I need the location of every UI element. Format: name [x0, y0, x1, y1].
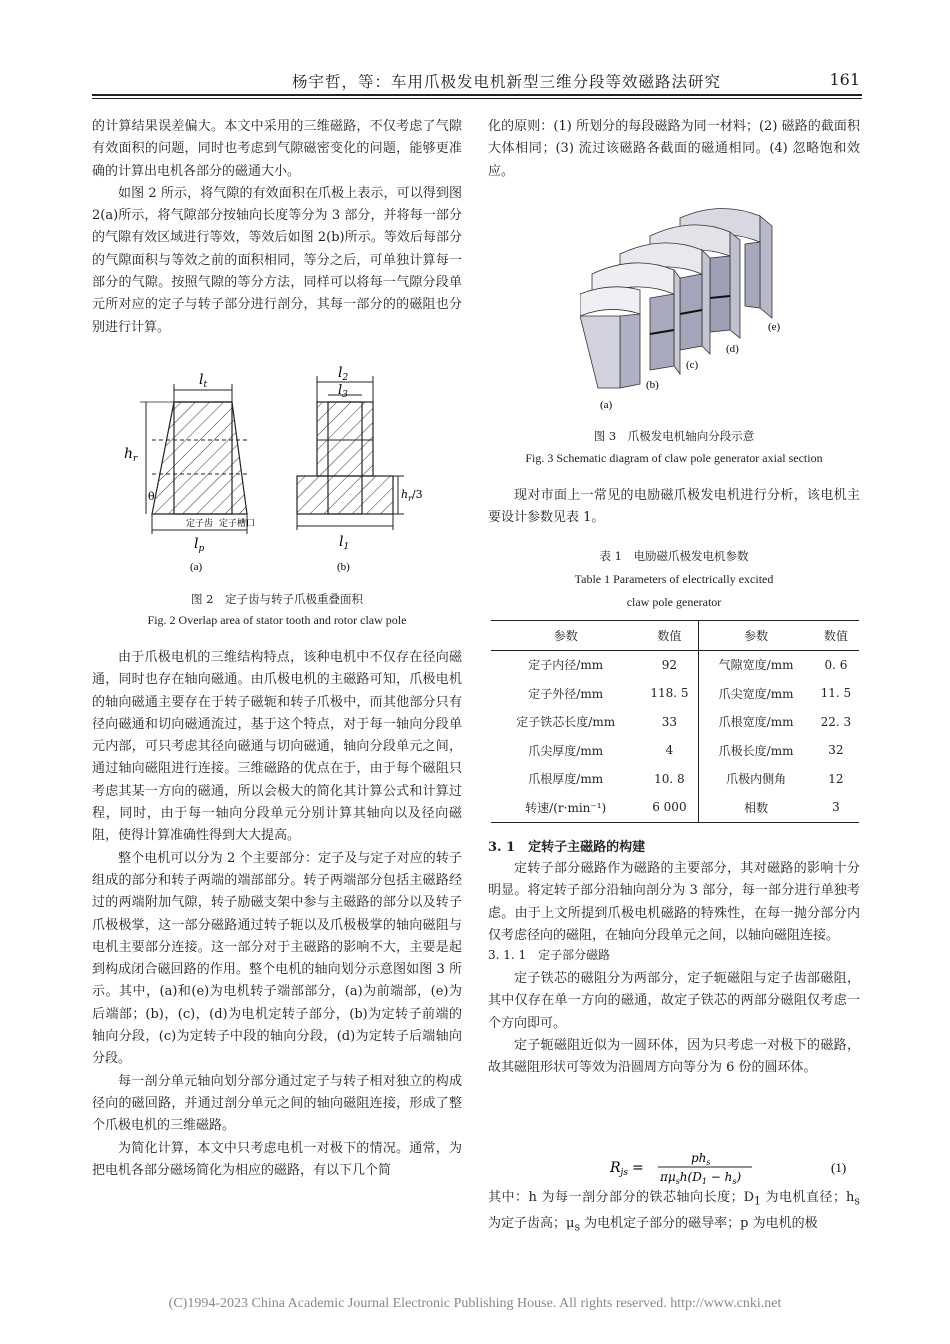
table-header-cell: 数值 [813, 621, 859, 651]
table-cell: 爪根厚度/mm [528, 772, 604, 787]
table-cell: 爪极内侧角 [726, 772, 787, 787]
section-3-1-body [488, 858, 860, 947]
figure-2a [124, 372, 255, 573]
table-header-cell: 数值 [640, 621, 698, 651]
fig3-label-e: (e) [768, 321, 781, 333]
fig3-label-a: (a) [600, 399, 613, 411]
label-l2: $l_2$ [338, 365, 349, 383]
paragraph: 整个电机可以分为 2 个主要部分：定子及与定子对应的转子组成的部分和转子两端的端部部分。转子两端部分包括主磁路经过的两端附加气隙，转子励磁支架中参与主磁路的部分以及转子爪极极掌，这一部分磁路通过转子轭以及爪极极掌的轴向磁阻与电机主要部分连接。这一部分对于主磁路的影响不大，主要是起到构成闭合磁回路的作用。整个电机的轴向划分示意图如图 3 所示。其中，(a)和(e)为电机转子端部部分，(a)为前端部，(e)为后端部；(b)，(c)，(d)为电机定转子部分，(b)为定转子前端的轴向分段，(c)为定转子中段的轴向分段，(d)为定转子后端轴向分段。 [92, 850, 462, 1067]
label-hr: $h_r$ [124, 446, 138, 464]
table-row [491, 793, 859, 822]
table-cell: 气隙宽度/mm [718, 658, 794, 673]
table-cell: 4 [640, 736, 698, 765]
figure-3-caption-cn: 图 3 爪极发电机轴向分段示意 [593, 429, 755, 443]
table-row [491, 708, 859, 737]
section-3-1-1-body [488, 968, 860, 1079]
table-cell: 爪根宽度/mm [718, 715, 794, 730]
table-cell: 爪极长度/mm [718, 743, 794, 758]
table-cell: 118. 5 [640, 679, 698, 708]
figure-3-caption-en: Fig. 3 Schematic diagram of claw pole generator axial section [525, 451, 823, 465]
right-column-intro [488, 116, 860, 183]
paragraph: 现对市面上一常见的电励磁爪极发电机进行分析，该电机主要设计参数见表 1。 [488, 488, 860, 526]
paragraph: 每一剖分单元轴向划分部分通过定子与转子相对独立的构成径向的磁回路，并通过剖分单元之间的轴向磁阻连接，形成了整个爪极电机的三维磁路。 [92, 1073, 462, 1134]
table-1-caption-cn: 表 1 电励磁爪极发电机参数 [599, 549, 749, 563]
table-cell: 12 [828, 771, 844, 786]
running-header [92, 66, 862, 94]
table-cell: 相数 [699, 793, 813, 822]
paragraph: 定转子部分磁路作为磁路的主要部分，其对磁路的影响十分明显。将定转子部分沿轴向剖分为 3 部分，每一部分进行单独考虑。由于上文所提到爪极电机磁路的特殊性，在每一抛分部分内仅考虑径向的磁阻，在轴向分段单元之间，以轴向磁阻连接。 [488, 861, 860, 943]
table-cell: 定子铁芯长度/mm [516, 715, 616, 730]
header-rule-thick [92, 94, 862, 96]
label-theta: θ [148, 490, 155, 503]
paragraph: 的计算结果误差偏大。本文中采用的三维磁路，不仅考虑了气隙有效面积的问题，同时也考虑到气隙磁密变化的问题，能够更准确的计算出电机各部分的磁通大小。 [92, 119, 462, 179]
sub-a: (a) [190, 561, 203, 573]
eq-lhs: $R_{js}$ = [610, 1160, 644, 1178]
table-cell: 6 000 [640, 793, 698, 822]
table-cell: 32 [828, 743, 844, 758]
page-number: 161 [829, 70, 860, 89]
equation-explanation [488, 1187, 860, 1239]
table-cell: 33 [640, 708, 698, 737]
copyright-footer: (C)1994-2023 China Academic Journal Electronic Publishing House. All rights reserved. http://www.cnki.net [168, 1296, 782, 1311]
eq-denominator: $\pi\mu_sh(D_1 - h_s)$ [660, 1170, 742, 1184]
table-cell: 10. 8 [640, 765, 698, 794]
eq-numerator: $ph_s$ [691, 1151, 711, 1167]
paragraph: 定子轭磁阻近似为一圆环体，因为只考虑一对极下的磁路，故其磁阻形状可等效为沿圆周方向等分为 6 份的圆环体。 [488, 1037, 860, 1076]
left-column-bottom [92, 647, 462, 1182]
header-rule-thin [92, 98, 862, 99]
figure-2 [122, 362, 432, 577]
label-stator-slot: 定子槽口 [219, 519, 256, 529]
paragraph: 如图 2 所示，将气隙的有效面积在爪极上表示，可以得到图 2(a)所示，将气隙部分按轴向长度等分为 3 部分，并将每一部分的气隙有效区域进行等效，等效后如图 2(b)所示。等效后每部分的气隙面积与等效之前的面积相同，等分之后，可单独计算每一部分的气隙。按照气隙的等分方法，同样可以将每一气隙分段单元所对应的定子与转子部分进行剖分，其每一部分的的磁阻也分别进行计算。 [92, 185, 462, 335]
running-title: 杨宇哲，等：车用爪极发电机新型三维分段等效磁路法研究 [292, 73, 722, 91]
label-l1: $l_1$ [339, 534, 350, 552]
table-row [491, 650, 859, 679]
table-cell: 爪尖宽度/mm [718, 686, 794, 701]
stator-tooth-rect [174, 402, 232, 514]
table-cell: 92 [640, 650, 698, 679]
paragraph: 为简化计算，本文中只考虑电机一对极下的情况。通常，为把电机各部分磁场简化为相应的磁路，有以下几个简 [92, 1140, 462, 1178]
table-row [491, 679, 859, 708]
table-header-cell: 参数 [699, 621, 813, 651]
table-row [491, 736, 859, 765]
table-1-caption-en-line1: Table 1 Parameters of electrically excited [574, 572, 774, 586]
table-header-cell: 参数 [491, 621, 640, 651]
section-heading-3-1-1: 3. 1. 1 定子部分磁路 [488, 948, 611, 962]
table-cell: 爪尖厚度/mm [528, 743, 604, 758]
fig3-label-b: (b) [646, 379, 659, 391]
section-heading-3-1: 3. 1 定转子主磁路的构建 [488, 840, 646, 855]
fig3-label-c: (c) [686, 359, 699, 371]
table-cell: 定子外径/mm [528, 686, 604, 701]
figure-2-caption-en: Fig. 2 Overlap area of stator tooth and rotor claw pole [147, 613, 407, 627]
segment-a [580, 287, 640, 388]
table-cell: 转速/(r·min⁻¹) [491, 793, 640, 822]
label-lp: $l_p$ [194, 536, 205, 554]
table-header-row [491, 621, 859, 651]
eq-number: (1) [831, 1160, 847, 1175]
label-lt: $l_t$ [199, 372, 208, 390]
table-1 [491, 620, 859, 823]
table-row [491, 765, 859, 794]
left-column-top [92, 116, 462, 339]
sub-b: (b) [337, 561, 350, 573]
table-1-caption-en-line2: claw pole generator [626, 595, 722, 609]
paragraph: 化的原则：(1) 所划分的每段磁路为同一材料；(2) 磁路的截面积大体相同；(3) 流过该磁路各截面的磁通相同。(4) 忽略饱和效应。 [488, 119, 860, 179]
label-hr3: $h_r/3$ [401, 488, 423, 503]
fig3-label-d: (d) [726, 343, 739, 355]
equation-1 [488, 1150, 860, 1184]
paragraph: 其中：h 为每一剖分部分的铁芯轴向长度；$D_1$ 为电机直径；$h_s$为定子齿高；$\mu_s$ 为电机定子部分的磁导率；p 为电机的极 [488, 1190, 860, 1234]
table-cell: 定子内径/mm [528, 658, 604, 673]
figure-2b [297, 365, 423, 573]
table-cell: 22. 3 [820, 714, 852, 729]
right-column-table-intro [488, 485, 860, 530]
figure-3 [580, 198, 810, 418]
paragraph: 定子铁芯的磁阻分为两部分，定子轭磁阻与定子齿部磁阻，其中仅存在单一方向的磁通，故定子铁芯的两部分磁阻仅考虑一个方向即可。 [488, 971, 860, 1031]
table-cell: 3 [813, 793, 859, 822]
figure-2-caption-cn: 图 2 定子齿与转子爪极重叠面积 [191, 592, 363, 606]
paragraph: 由于爪极电机的三维结构特点，该种电机中不仅存在径向磁通，同时也存在轴向磁通。由爪极电机的主磁路可知，爪极电机的轴向磁通主要存在于转子磁轭和转子爪极中，而其他部分只有径向磁通和切向磁通流过，基于这个特点，对于每一轴向分段单元内部，可只考虑其径向磁通与切向磁通，轴向分段单元之间，通过轴向磁阻进行连接。三维磁路的优点在于，由于每个磁阻只考虑其某一方向的磁通，所以会极大的简化其计算公式和计算过程，同时，由于每一轴向分段单元分别计算其轴向以及径向磁阻，使得计算准确性得到大大提高。 [92, 650, 462, 844]
label-l3: $l_3$ [338, 383, 348, 400]
table-cell: 11. 5 [820, 686, 852, 701]
label-stator-tooth: 定子齿 [186, 519, 214, 529]
table-cell: 0. 6 [824, 657, 848, 672]
